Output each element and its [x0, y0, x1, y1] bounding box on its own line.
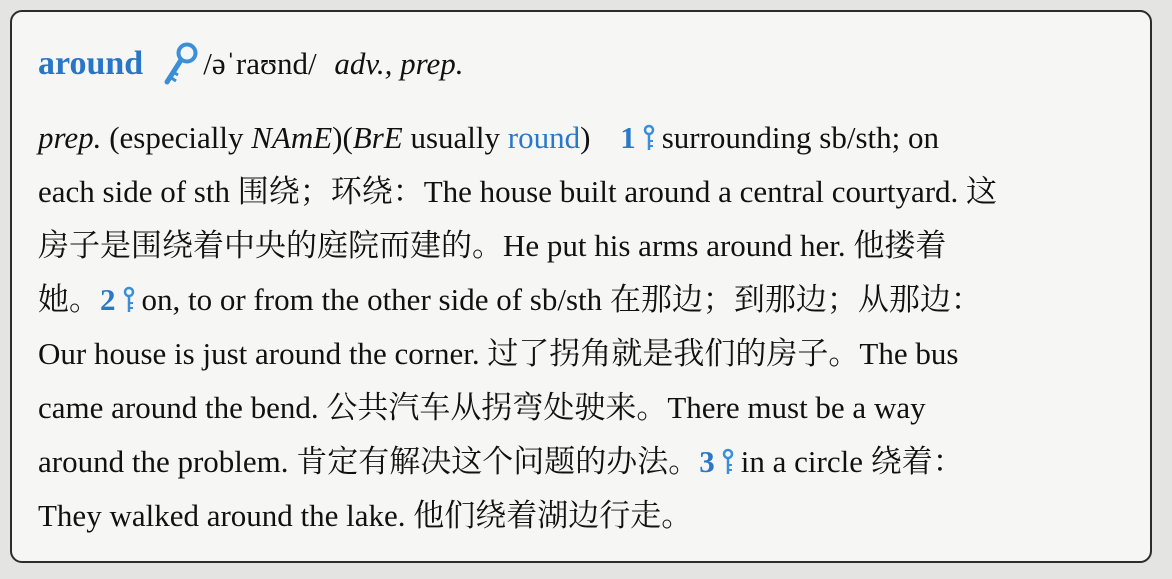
sense-2-example-1: Our house is just around the corner. 过了拐角就是我们的房子。 — [38, 336, 860, 371]
usually-text: usually — [402, 120, 508, 155]
sense-1-definition-cont: each side of sth 围绕；环绕： — [38, 174, 424, 209]
entry-line-6 — [38, 388, 926, 428]
part-of-speech: adv., prep. — [334, 46, 464, 81]
small-key-icon — [122, 284, 136, 324]
sense-1-example-1: The house built around a central courtyard. 这 — [423, 174, 998, 209]
variety-note2-open: ( — [342, 120, 353, 155]
variety-code-name: NAmE — [251, 120, 333, 155]
entry-header — [38, 42, 464, 98]
sense-2-example-3-cont: around the problem. 肯定有解决这个问题的办法。 — [38, 444, 700, 479]
sense-number-2: 2 — [100, 282, 116, 317]
headword: around — [38, 45, 144, 82]
sense-1-example-2: He put his arms around her. 他搂着 — [503, 228, 947, 263]
sense-pos: prep. — [38, 120, 102, 155]
variety-code-bre: BrE — [352, 120, 403, 155]
sense-2-example-2: The bus — [859, 336, 959, 371]
key-icon — [161, 42, 199, 98]
entry-line-1 — [38, 118, 939, 162]
sense-2-definition: on, to or from the other side of sb/sth 在那边；到那边；从那边： — [141, 282, 982, 317]
sense-number-1: 1 — [620, 120, 636, 155]
entry-line-7 — [38, 442, 964, 486]
variety-note-close: ) — [332, 120, 343, 155]
sense-2-example-3: There must be a way — [667, 390, 926, 425]
dictionary-entry — [10, 10, 1152, 563]
sense-1-definition: surrounding sb/sth; on — [661, 120, 939, 155]
sense-1-example-1-cont: 房子是围绕着中央的庭院而建的。 — [38, 228, 503, 263]
entry-line-3 — [38, 226, 946, 266]
pronunciation: /əˈraʊnd/ — [203, 46, 317, 81]
small-key-icon — [721, 446, 735, 486]
sense-number-3: 3 — [699, 444, 715, 479]
sense-1-example-2-cont: 她。 — [38, 282, 100, 317]
small-key-icon — [642, 122, 656, 162]
variety-note-open: (especially — [109, 120, 252, 155]
entry-line-8 — [38, 496, 692, 536]
sense-3-example-1: They walked around the lake. 他们绕着湖边行走。 — [38, 498, 693, 533]
sense-3-definition: in a circle 绕着： — [740, 444, 964, 479]
entry-line-4 — [38, 280, 982, 324]
entry-line-5 — [38, 334, 958, 374]
sense-2-example-2-cont: came around the bend. 公共汽车从拐弯处驶来。 — [38, 390, 668, 425]
entry-line-2 — [38, 172, 997, 212]
variety-note2-close: ) — [580, 120, 591, 155]
cross-reference-link[interactable]: round — [507, 120, 581, 155]
